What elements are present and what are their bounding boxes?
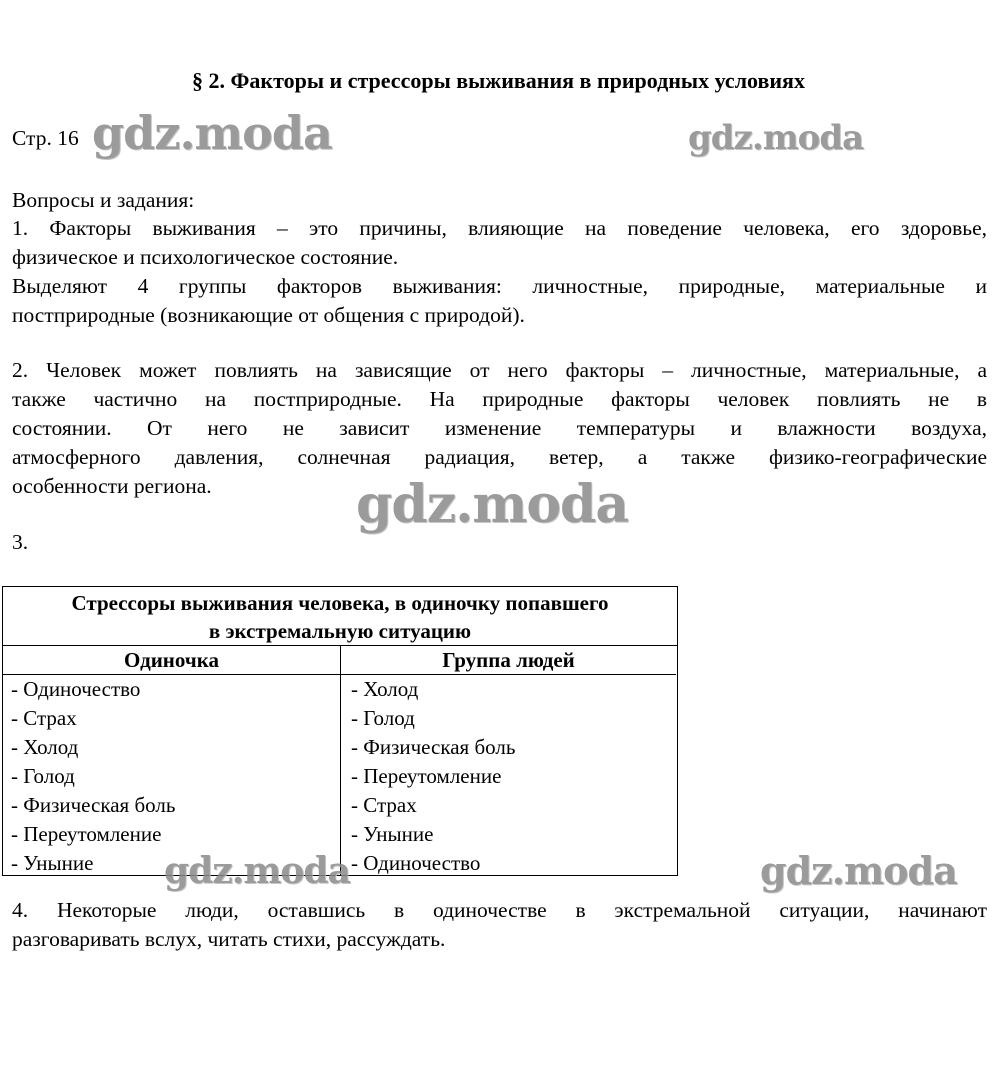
- list-item: - Переутомление: [351, 764, 502, 788]
- table-title: [3, 587, 677, 646]
- answer-1-line-1: 1. Факторы выживания – это причины, влияющие на поведение человека, его здоровье,: [12, 216, 987, 240]
- list-item: - Холод: [11, 735, 79, 759]
- column-group: [341, 675, 676, 875]
- answer-2-line-5: особенности региона.: [12, 474, 212, 498]
- page-title: § 2. Факторы и стрессоры выживания в природных условиях: [192, 68, 805, 93]
- column-header-group: Группа людей: [341, 646, 676, 675]
- answer-4: [12, 896, 987, 954]
- list-item: - Одиночество: [351, 851, 481, 875]
- answer-4-line-1: 4. Некоторые люди, оставшись в одиночестве в экстремальной ситуации, начинают: [12, 898, 987, 922]
- page-reference: Стр. 16: [12, 126, 79, 150]
- list-item: - Физическая боль: [351, 735, 516, 759]
- answer-2-line-1: 2. Человек может повлиять на зависящие от него факторы – личностные, материальные, а: [12, 358, 987, 382]
- list-item: - Холод: [351, 677, 419, 701]
- answer-4-line-2: разговаривать вслух, читать стихи, рассуждать.: [12, 927, 446, 951]
- list-item: - Голод: [11, 764, 75, 788]
- list-item: - Физическая боль: [11, 793, 176, 817]
- list-item: - Страх: [351, 793, 417, 817]
- watermark: gdz.moda: [688, 118, 864, 158]
- list-item: - Голод: [351, 706, 415, 730]
- answer-3-label: 3.: [12, 530, 29, 554]
- answer-2-line-3: состоянии. От него не зависит изменение температуры и влажности воздуха,: [12, 416, 987, 440]
- list-item: - Переутомление: [11, 822, 162, 846]
- answer-2-line-4: атмосферного давления, солнечная радиация, ветер, а также физико-географические: [12, 445, 987, 469]
- answer-1: [12, 214, 987, 330]
- table-title-line-1: Стрессоры выживания человека, в одиночку попавшего: [71, 591, 609, 615]
- answer-1-line-3: Выделяют 4 группы факторов выживания: личностные, природные, материальные и: [12, 274, 987, 298]
- column-header-alone: Одиночка: [3, 646, 341, 675]
- list-item: - Страх: [11, 706, 77, 730]
- list-item: - Одиночество: [11, 677, 141, 701]
- list-item: - Уныние: [11, 851, 94, 875]
- watermark: gdz.moda: [760, 848, 957, 893]
- list-item: - Уныние: [351, 822, 434, 846]
- watermark: gdz.moda: [92, 106, 332, 160]
- answer-1-line-2: физическое и психологическое состояние.: [12, 245, 399, 269]
- answer-1-line-4: постприродные (возникающие от общения с природой).: [12, 303, 525, 327]
- watermark: gdz.moda: [356, 474, 629, 535]
- watermark: gdz.moda: [164, 850, 350, 892]
- table-title-line-2: в экстремальную ситуацию: [208, 619, 472, 643]
- section-heading: Вопросы и задания:: [12, 188, 195, 212]
- answer-2-line-2: также частично на постприродные. На природные факторы человек повлиять не в: [12, 387, 987, 411]
- stressors-table: [2, 586, 678, 876]
- column-alone: [3, 675, 341, 875]
